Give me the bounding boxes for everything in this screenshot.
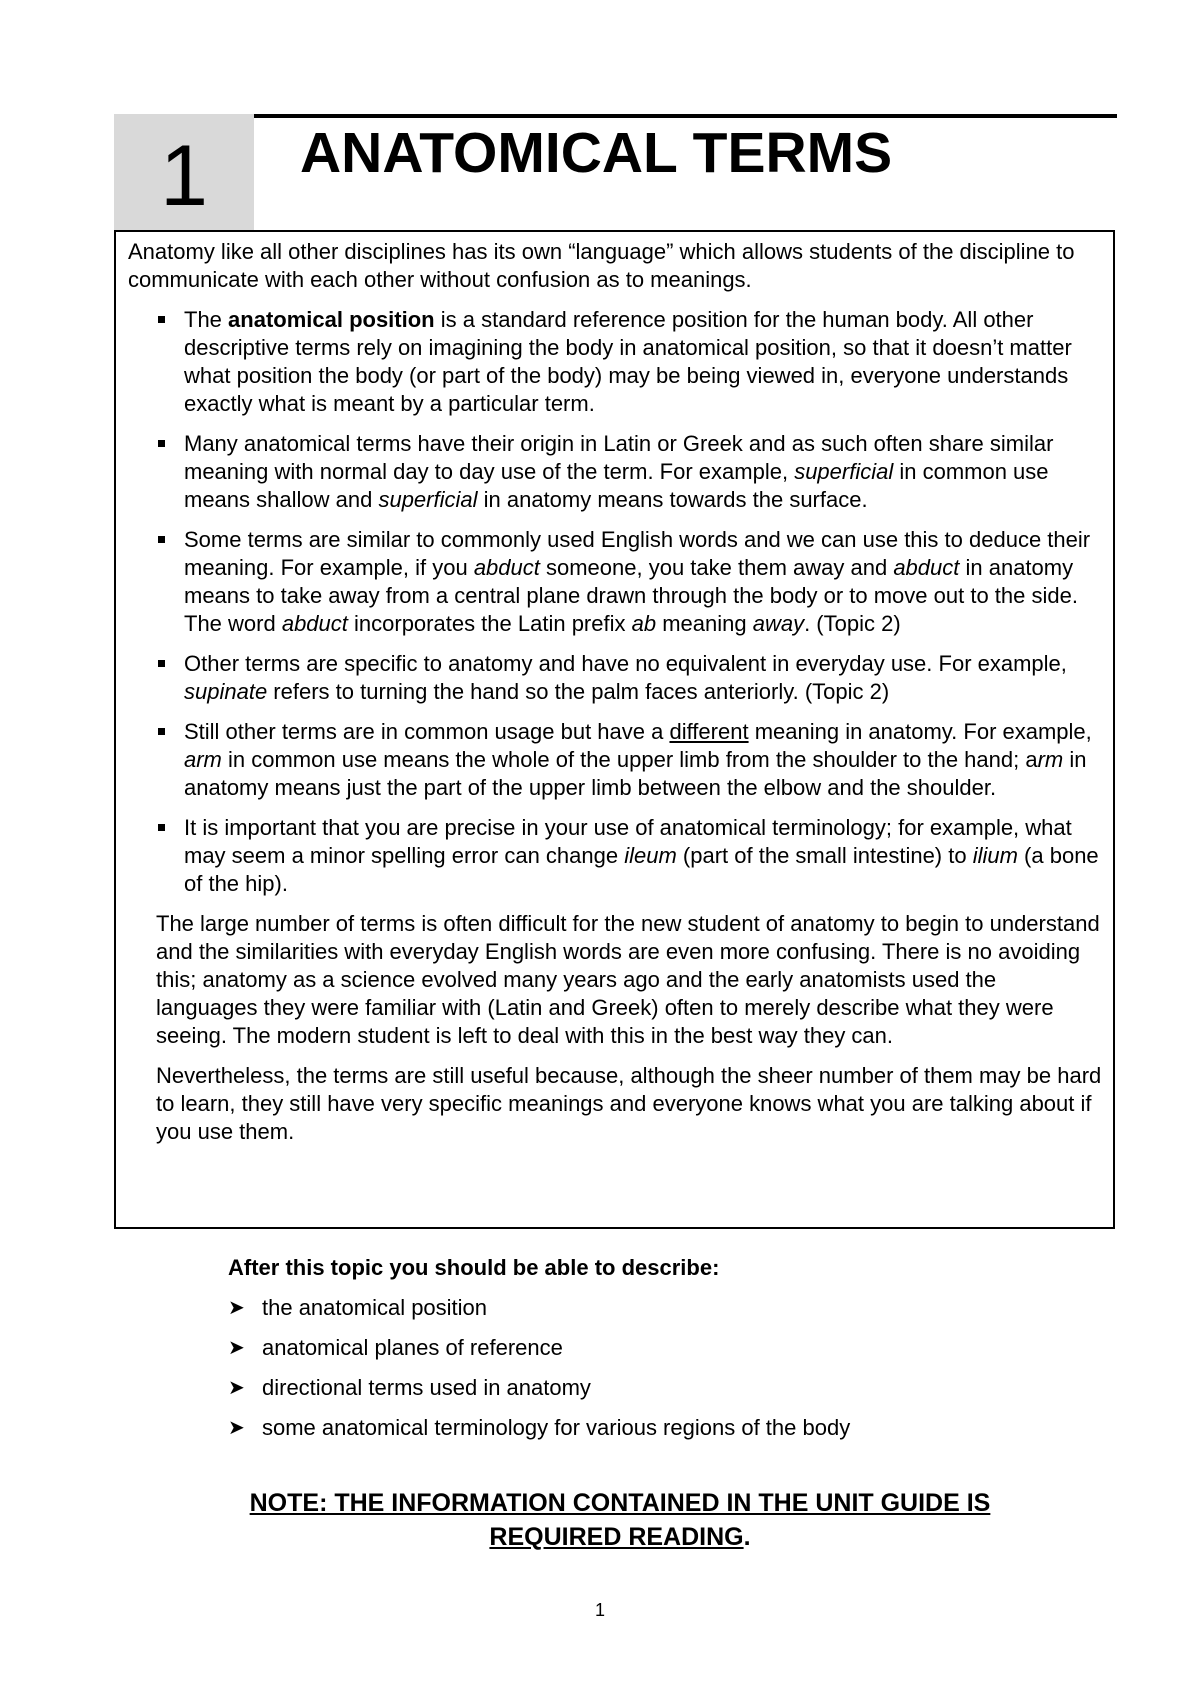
square-bullet-icon <box>158 728 165 735</box>
list-item: It is important that you are precise in your use of anatomical terminology; for example, what may seem a minor spelling error can change ileum (part of the small intestine) to ilium (a bone of the hip). <box>156 814 1103 898</box>
note-line-2: REQUIRED READING <box>489 1523 744 1551</box>
arrowhead-bullet-icon: ➤ <box>228 1337 245 1359</box>
title-rule <box>254 114 1117 118</box>
chapter-number: 1 <box>160 128 208 224</box>
list-item: Some terms are similar to commonly used English words and we can use this to deduce their meaning. For example, if you abduct someone, you take them away and abduct in anatomy means to take away from a central plane drawn through the body or to move out to the side. The word abduct incorporates the Latin prefix ab meaning away. (Topic 2) <box>156 526 1103 638</box>
chapter-number-box <box>114 114 254 230</box>
arrowhead-bullet-icon: ➤ <box>228 1377 245 1399</box>
objectives-list <box>228 1294 850 1442</box>
square-bullet-icon <box>158 316 165 323</box>
list-item: The anatomical position is a standard reference position for the human body. All other descriptive terms rely on imagining the body in anatomical position, so that it doesn’t matter what position the body (or part of the body) may be being viewed in, everyone understands exactly what is meant by a particular term. <box>156 306 1103 418</box>
content-box <box>114 230 1115 1229</box>
square-bullet-icon <box>158 660 165 667</box>
square-bullet-icon <box>158 536 165 543</box>
list-item: Many anatomical terms have their origin in Latin or Greek and as such often share similar meaning with normal day to day use of the term. For example, superficial in common use means shallow and superficial in anatomy means towards the surface. <box>156 430 1103 514</box>
note-line-1: NOTE: THE INFORMATION CONTAINED IN THE UNIT GUIDE IS <box>249 1489 991 1517</box>
square-bullet-icon <box>158 440 165 447</box>
list-item: Other terms are specific to anatomy and have no equivalent in everyday use. For example, supinate refers to turning the hand so the palm faces anteriorly. (Topic 2) <box>156 650 1103 706</box>
arrowhead-bullet-icon: ➤ <box>228 1417 245 1439</box>
required-reading-note <box>120 1486 1120 1554</box>
list-item: Still other terms are in common usage but have a different meaning in anatomy. For example, arm in common use means the whole of the upper limb from the shoulder to the hand; arm in anatomy means just the part of the upper limb between the elbow and the shoulder. <box>156 718 1103 802</box>
arrowhead-bullet-icon: ➤ <box>228 1297 245 1319</box>
chapter-title: ANATOMICAL TERMS <box>300 121 893 185</box>
list-item: ➤ some anatomical terminology for various regions of the body <box>228 1415 851 1440</box>
list-item: ➤ the anatomical position <box>228 1295 488 1320</box>
body-paragraph: Nevertheless, the terms are still useful because, although the sheer number of them may be hard to learn, they still have very specific meanings and everyone knows what you are talking about if you use them. <box>156 1063 1102 1144</box>
bullet-list <box>128 306 1103 898</box>
page-number: 1 <box>594 1600 605 1620</box>
list-item: ➤ directional terms used in anatomy <box>228 1375 591 1400</box>
body-paragraph: The large number of terms is often difficult for the new student of anatomy to begin to understand and the similarities with everyday English words are even more confusing. There is no avoiding this; anatomy as a science evolved many years ago and the early anatomists used the languages they were familiar with (Latin and Greek) often to merely describe what they were seeing. The modern student is left to deal with this in the best way they can. <box>156 911 1100 1048</box>
square-bullet-icon <box>158 824 165 831</box>
list-item: ➤ anatomical planes of reference <box>228 1335 563 1360</box>
objectives-heading: After this topic you should be able to describe: <box>228 1255 720 1280</box>
learning-objectives <box>228 1254 850 1454</box>
intro-paragraph: Anatomy like all other disciplines has its own “language” which allows students of the discipline to communicate with each other without confusion as to meanings. <box>128 239 1075 292</box>
note-end: . <box>743 1523 751 1551</box>
